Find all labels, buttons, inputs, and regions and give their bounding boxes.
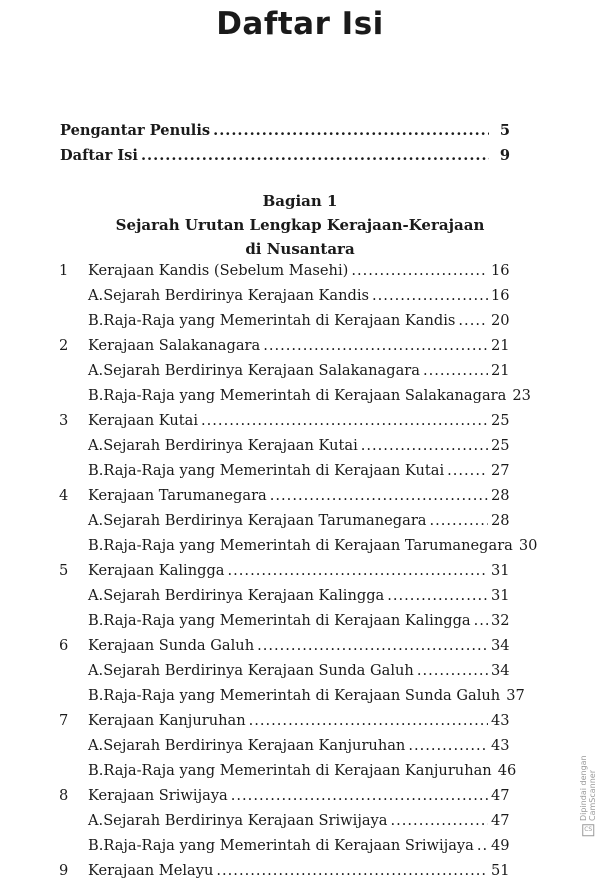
section-letter: A. xyxy=(88,737,104,754)
section-letter: B. xyxy=(88,612,104,629)
toc-entry-page: 43 xyxy=(491,712,510,729)
dot-leader xyxy=(391,812,489,829)
dot-leader xyxy=(228,562,488,579)
section-letter: A. xyxy=(88,662,104,679)
camscanner-logo-icon: CS xyxy=(582,824,594,836)
toc-entry-section[interactable] xyxy=(88,437,509,454)
toc-entry-page: 34 xyxy=(491,637,510,654)
toc-entry-page: 16 xyxy=(491,262,510,279)
chapter-number: 9 xyxy=(59,862,69,879)
scanner-watermark xyxy=(579,708,597,836)
dot-leader xyxy=(216,862,488,879)
toc-entry-page: 23 xyxy=(512,387,531,404)
toc-entry-label: Sejarah Berdirinya Kerajaan Kutai xyxy=(103,437,358,454)
chapter-number: 6 xyxy=(59,637,69,654)
page-title: Daftar Isi xyxy=(216,6,384,42)
dot-leader xyxy=(430,512,489,529)
toc-entry-page: 9 xyxy=(499,147,510,164)
toc-entry-page: 25 xyxy=(491,412,510,429)
toc-entry-label: Kerajaan Salakanagara xyxy=(88,337,261,354)
toc-entry-front[interactable] xyxy=(60,122,510,139)
toc-entry-label: Sejarah Berdirinya Kerajaan Sunda Galuh xyxy=(103,662,414,679)
section-letter: B. xyxy=(88,312,104,329)
section-letter: B. xyxy=(88,387,104,404)
toc-entry-section[interactable] xyxy=(88,812,509,829)
toc-entry-chapter[interactable] xyxy=(59,262,510,279)
toc-entry-section[interactable] xyxy=(88,462,509,479)
section-letter: A. xyxy=(88,587,104,604)
section-letter: A. xyxy=(88,287,104,304)
toc-entry-chapter[interactable] xyxy=(59,787,510,804)
toc-entry-page: 5 xyxy=(499,122,510,139)
dot-leader xyxy=(474,612,488,629)
toc-entry-page: 34 xyxy=(491,662,510,679)
part-subtitle: di Nusantara xyxy=(245,240,355,258)
chapter-number: 7 xyxy=(59,712,69,729)
toc-entry-label: Sejarah Berdirinya Kerajaan Salakanagara xyxy=(103,362,420,379)
toc-entry-label: Raja-Raja yang Memerintah di Kerajaan Sunda Galuh xyxy=(103,687,501,704)
toc-entry-label: Raja-Raja yang Memerintah di Kerajaan Kanjuruhan xyxy=(103,762,492,779)
toc-entry-page: 21 xyxy=(491,337,510,354)
dot-leader xyxy=(231,787,488,804)
toc-entry-page: 21 xyxy=(491,362,510,379)
section-letter: B. xyxy=(88,762,104,779)
dot-leader xyxy=(417,662,488,679)
toc-entry-page: 46 xyxy=(497,762,517,779)
toc-entry-page: 28 xyxy=(491,512,510,529)
section-letter: B. xyxy=(88,837,104,854)
toc-entry-page: 20 xyxy=(491,312,510,329)
toc-entry-chapter[interactable] xyxy=(59,487,510,504)
section-letter: B. xyxy=(88,537,104,554)
toc-entry-label: Kerajaan Tarumanegara xyxy=(88,487,267,504)
toc-entry-chapter[interactable] xyxy=(59,712,510,729)
toc-entry-section[interactable] xyxy=(88,737,509,754)
dot-leader xyxy=(351,262,488,279)
toc-entry-section[interactable] xyxy=(88,287,509,304)
watermark-text: Dipindai dengan CamScanner xyxy=(579,755,597,822)
toc-entry-label: Kerajaan Kalingga xyxy=(88,562,225,579)
toc-entry-label: Raja-Raja yang Memerintah di Kerajaan Sriwijaya xyxy=(103,837,474,854)
section-letter: B. xyxy=(88,462,104,479)
dot-leader xyxy=(141,147,489,164)
toc-entry-label: Sejarah Berdirinya Kerajaan Kanjuruhan xyxy=(103,737,406,754)
dot-leader xyxy=(387,587,488,604)
chapter-number: 4 xyxy=(59,487,69,504)
toc-entry-page: 27 xyxy=(491,462,510,479)
section-letter: B. xyxy=(88,687,104,704)
toc-entry-section[interactable] xyxy=(88,612,509,629)
toc-entry-section[interactable] xyxy=(88,687,525,704)
dot-leader xyxy=(263,337,488,354)
part-subtitle: Sejarah Urutan Lengkap Kerajaan-Kerajaan xyxy=(115,216,485,234)
toc-entry-page: 51 xyxy=(491,862,510,879)
toc-entry-label: Kerajaan Kutai xyxy=(88,412,199,429)
toc-entry-label: Raja-Raja yang Memerintah di Kerajaan Salakanagara xyxy=(103,387,507,404)
dot-leader xyxy=(270,487,488,504)
chapter-number: 2 xyxy=(59,337,69,354)
toc-entry-label: Pengantar Penulis xyxy=(60,122,211,139)
toc-entry-page: 16 xyxy=(491,287,510,304)
toc-entry-section[interactable] xyxy=(88,312,509,329)
dot-leader xyxy=(423,362,488,379)
toc-entry-label: Raja-Raja yang Memerintah di Kerajaan Kutai xyxy=(103,462,445,479)
toc-entry-page: 43 xyxy=(491,737,510,754)
section-letter: A. xyxy=(88,362,104,379)
section-letter: A. xyxy=(88,812,104,829)
toc-entry-page: 30 xyxy=(518,537,538,554)
dot-leader xyxy=(249,712,488,729)
toc-entry-page: 37 xyxy=(506,687,525,704)
toc-entry-page: 49 xyxy=(491,837,510,854)
toc-entry-page: 47 xyxy=(491,812,510,829)
toc-entry-page: 31 xyxy=(491,562,510,579)
toc-entry-page: 32 xyxy=(491,612,510,629)
chapter-number: 3 xyxy=(59,412,69,429)
dot-leader xyxy=(477,837,488,854)
toc-entry-section[interactable] xyxy=(88,662,509,679)
toc-entry-label: Raja-Raja yang Memerintah di Kerajaan Kandis xyxy=(103,312,456,329)
dot-leader xyxy=(257,637,488,654)
dot-leader xyxy=(458,312,488,329)
toc-entry-page: 25 xyxy=(491,437,510,454)
toc-entry-label: Kerajaan Sunda Galuh xyxy=(88,637,255,654)
dot-leader xyxy=(447,462,488,479)
toc-entry-section[interactable] xyxy=(88,587,509,604)
chapter-number: 5 xyxy=(59,562,69,579)
dot-leader xyxy=(372,287,488,304)
toc-entry-label: Kerajaan Melayu xyxy=(88,862,214,879)
dot-leader xyxy=(201,412,488,429)
toc-entry-section[interactable] xyxy=(88,512,509,529)
toc-entry-chapter[interactable] xyxy=(59,337,510,354)
toc-entry-label: Sejarah Berdirinya Kerajaan Kandis xyxy=(103,287,370,304)
toc-entry-section[interactable] xyxy=(88,837,509,854)
toc-entry-label: Raja-Raja yang Memerintah di Kerajaan Tarumanegara xyxy=(103,537,513,554)
toc-entry-label: Raja-Raja yang Memerintah di Kerajaan Kalingga xyxy=(103,612,471,629)
toc-entry-label: Sejarah Berdirinya Kerajaan Tarumanegara xyxy=(103,512,427,529)
dot-leader xyxy=(408,737,488,754)
part-label: Bagian 1 xyxy=(262,192,338,210)
section-letter: A. xyxy=(88,512,104,529)
section-letter: A. xyxy=(88,437,104,454)
toc-entry-page: 28 xyxy=(491,487,510,504)
toc-entry-label: Kerajaan Kanjuruhan xyxy=(88,712,246,729)
toc-entry-label: Kerajaan Sriwijaya xyxy=(88,787,228,804)
toc-entry-label: Sejarah Berdirinya Kerajaan Sriwijaya xyxy=(103,812,388,829)
toc-entry-chapter[interactable] xyxy=(59,637,510,654)
toc-entry-page: 31 xyxy=(491,587,510,604)
dot-leader xyxy=(213,122,489,139)
toc-entry-label: Daftar Isi xyxy=(60,147,138,164)
toc-entry-chapter[interactable] xyxy=(59,562,510,579)
toc-entry-section[interactable] xyxy=(88,762,517,779)
toc-entry-section[interactable] xyxy=(88,362,509,379)
toc-entry-page: 47 xyxy=(491,787,510,804)
toc-entry-front[interactable] xyxy=(60,147,510,164)
toc-entry-section[interactable] xyxy=(88,387,531,404)
dot-leader xyxy=(361,437,488,454)
toc-entry-label: Sejarah Berdirinya Kerajaan Kalingga xyxy=(103,587,385,604)
toc-entry-chapter[interactable] xyxy=(59,412,510,429)
chapter-number: 8 xyxy=(59,787,69,804)
toc-entry-section[interactable] xyxy=(88,537,538,554)
toc-entry-chapter[interactable] xyxy=(59,862,510,879)
toc-entry-label: Kerajaan Kandis (Sebelum Masehi) xyxy=(88,262,349,279)
chapter-number: 1 xyxy=(59,262,69,279)
